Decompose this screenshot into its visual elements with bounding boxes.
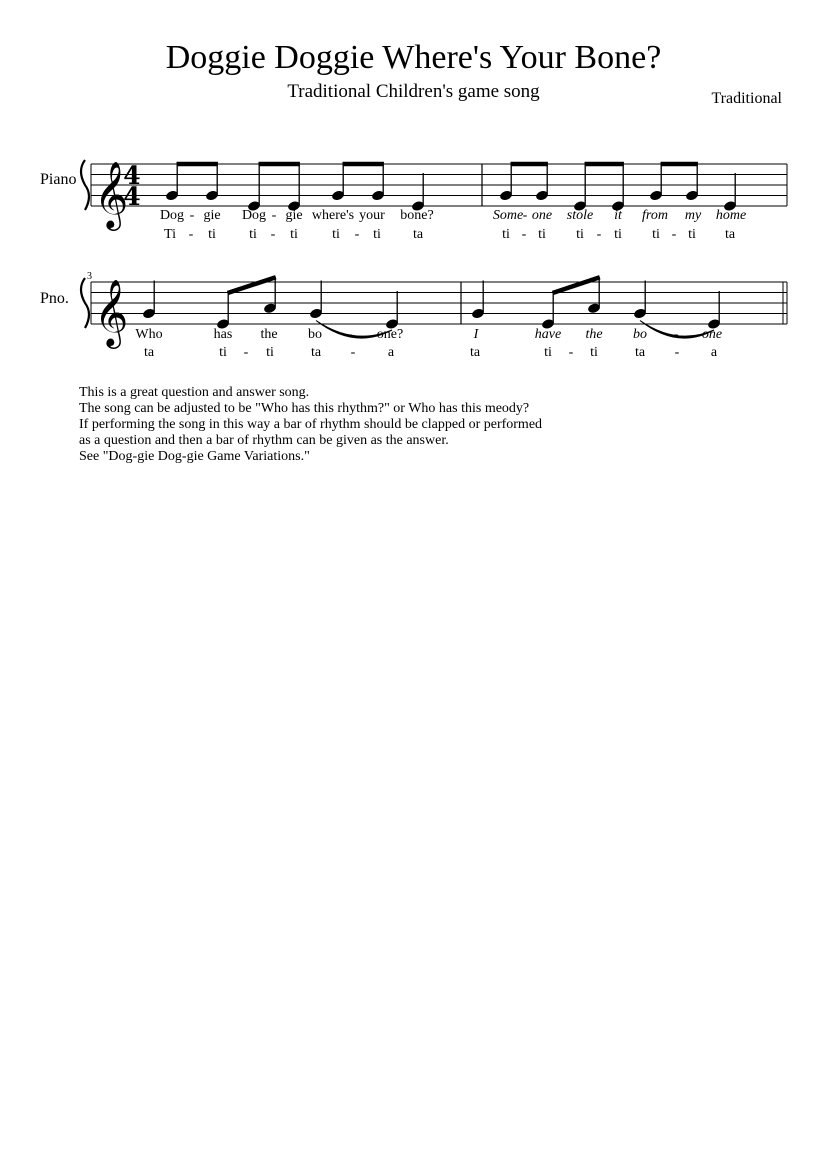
lyric-syllable: bone? [400, 208, 434, 223]
lyric-syllable: the [585, 327, 603, 342]
lyric-syllable: your [359, 208, 385, 223]
lyric-syllable: ta [310, 345, 322, 360]
lyric-syllable: a [710, 345, 718, 360]
note-line: as a question and then a bar of rhythm can be given as the answer. [79, 433, 449, 448]
lyric-syllable: ti [590, 345, 598, 360]
lyric-syllable: ti [688, 227, 696, 242]
lyric-hyphen: - [350, 345, 356, 360]
lyric-syllable: ta [634, 345, 646, 360]
lyric-syllable: ti [266, 345, 274, 360]
lyric-syllable: ti [249, 227, 257, 242]
treble-clef: 𝄞 [94, 278, 129, 346]
staff-system-1 [81, 160, 787, 231]
treble-clef: 𝄞 [94, 160, 129, 228]
lyric-syllable: ti [290, 227, 298, 242]
lyric-syllable: gie [203, 208, 221, 223]
lyric-syllable: has [213, 327, 233, 342]
lyric-syllable: from [642, 208, 668, 223]
performance-notes [79, 385, 542, 465]
lyric-hyphen: - [243, 345, 249, 360]
lyric-syllable: my [684, 208, 702, 223]
lyric-syllable: ti [208, 227, 216, 242]
lyric-syllable: where's [311, 208, 355, 223]
lyric-syllable: ta [143, 345, 155, 360]
score-subtitle: Traditional Children's game song [287, 81, 540, 102]
lyric-syllable: one [531, 208, 553, 223]
beam [228, 277, 276, 293]
note-line: If performing the song in this way a bar of rhythm should be clapped or performed [79, 417, 543, 432]
lyric-syllable: bo [633, 327, 647, 342]
lyric-syllable: the [260, 327, 278, 342]
lyric-syllable: one? [376, 327, 404, 342]
lyric-syllable: ta [724, 227, 736, 242]
lyric-syllable: stole [566, 208, 594, 223]
instrument-name-full: Piano [40, 171, 77, 188]
lyric-hyphen: - [271, 208, 277, 223]
staff-system-2 [81, 277, 787, 349]
lyric-hyphen: - [671, 227, 677, 242]
lyric-hyphen: - [188, 227, 194, 242]
lyric-syllable: bo [308, 327, 322, 342]
lyric-syllable: ta [412, 227, 424, 242]
lyric-syllable: home [715, 208, 747, 223]
lyric-syllable: ti [576, 227, 584, 242]
lyric-syllable: it [614, 208, 622, 223]
lyric-syllable: ti [652, 227, 660, 242]
lyric-syllable: Dog [159, 208, 185, 223]
lyric-syllable: ti [502, 227, 510, 242]
composer-credit: Traditional [711, 90, 782, 107]
lyric-syllable: I [473, 327, 479, 342]
lyric-syllable: gie [285, 208, 303, 223]
lyric-syllable: Ti [164, 227, 176, 242]
lyric-hyphen: - [596, 227, 602, 242]
lyric-hyphen: - [674, 345, 680, 360]
lyric-hyphen: - [522, 208, 528, 223]
lyric-hyphen: - [521, 227, 527, 242]
time-signature-numerator: 4 [123, 161, 141, 190]
lyric-syllable: Dog [241, 208, 267, 223]
lyric-syllable: a [387, 345, 395, 360]
lyric-syllable: ta [469, 345, 481, 360]
lyric-hyphen: - [673, 327, 679, 342]
lyric-hyphen: - [347, 327, 353, 342]
time-signature-denominator: 4 [123, 182, 141, 211]
lyric-hyphen: - [568, 345, 574, 360]
lyric-syllable: one [701, 327, 723, 342]
lyric-syllable: ti [614, 227, 622, 242]
lyric-syllable: ti [373, 227, 381, 242]
score-title: Doggie Doggie Where's Your Bone? [165, 39, 662, 76]
beam [553, 277, 600, 293]
lyric-hyphen: - [189, 208, 195, 223]
measure-number: 3 [87, 271, 92, 282]
lyric-syllable: have [534, 327, 562, 342]
note-line: See "Dog-gie Dog-gie Game Variations." [79, 449, 310, 464]
note-line: This is a great question and answer song. [79, 385, 310, 400]
lyric-syllable: Who [135, 327, 163, 342]
lyric-syllable: ti [544, 345, 552, 360]
lyric-hyphen: - [270, 227, 276, 242]
lyric-syllable: ti [219, 345, 227, 360]
lyric-syllable: ti [332, 227, 340, 242]
brace [81, 160, 89, 210]
instrument-name-short: Pno. [40, 290, 69, 307]
lyric-syllable: ti [538, 227, 546, 242]
note-line: The song can be adjusted to be "Who has this rhythm?" or Who has this meody? [79, 401, 530, 416]
brace [81, 278, 89, 328]
lyric-syllable: Some [492, 208, 524, 223]
lyric-hyphen: - [354, 227, 360, 242]
